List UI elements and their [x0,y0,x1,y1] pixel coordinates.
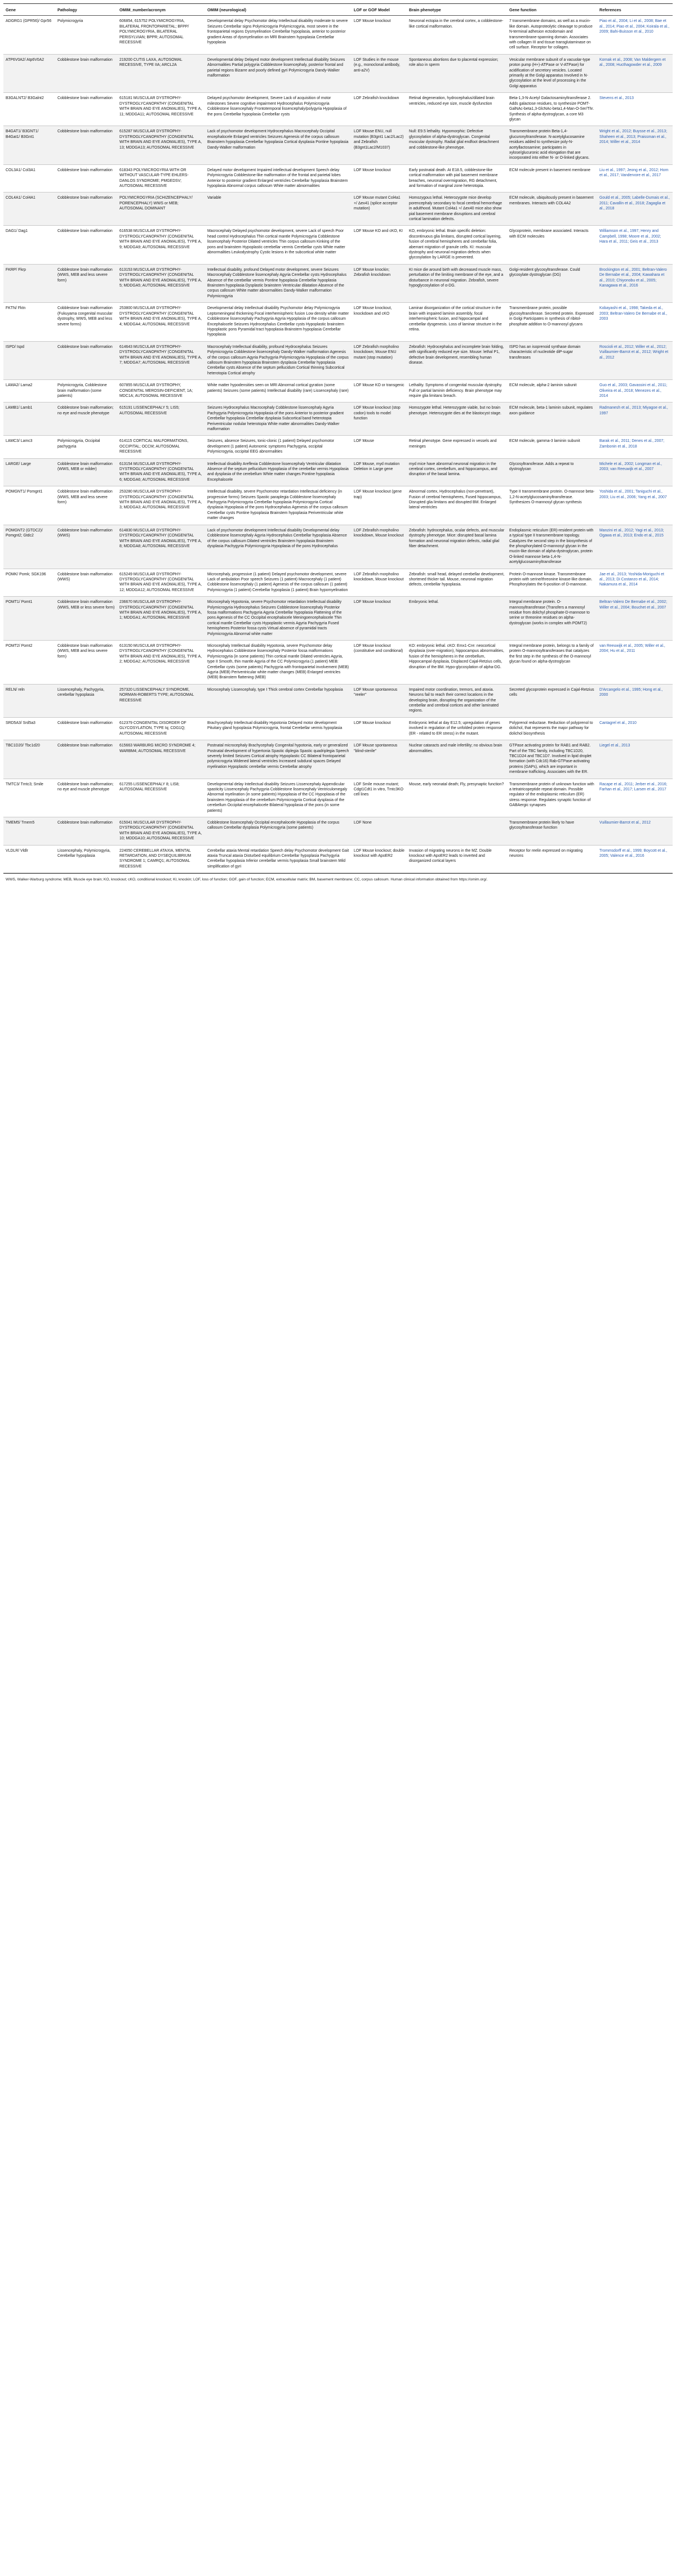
cell-omim: 224050 CEREBELLAR ATAXIA, MENTAL RETARDATION, AND DYSEQUILIBRIUM SYNDROME 1; CAMRQ1; AUTOSOMAL RECESSIVE [117,845,205,873]
cell-omim: 612379 CONGENITAL DISORDER OF GLYCOSYLATION, TYPE Iq; CDG1Q; AUTOSOMAL RECESSIVE [117,717,205,740]
cell-references[interactable]: Kornak et al., 2008; Van Maldergem et al., 2008; Hucthagowder et al., 2009 [597,54,673,92]
cell-pathology: Cobblestone brain malformation (WWS, MEB and less severe form) [55,641,117,685]
cell-gene-function: ECM molecule present in basement membrane [507,164,597,193]
cell-model: LOF Mouse knockout (gene trap) [352,486,407,525]
cell-references[interactable]: Barak et al., 2011; Denes et al., 2007; Zambonin et al., 2018 [597,436,673,458]
cell-gene-function: Vesicular membrane subunit of a vacuolar-type proton pump (H+)-ATPase or V-ATPase) for acidification of secretory vesicles. Located primarily at the Golgi apparatus Involved in N-glycosylation at the level of processing in the Golgi apparatus [507,54,597,92]
cell-brain-phenotype: Embryonic lethal. [407,597,507,641]
cell-gene-function: ECM molecule, alpha-2 laminin subunit [507,380,597,402]
cell-omim: 615663 WARBURG MICRO SYNDROME 4; WARBM4; AUTOSOMAL RECESSIVE [117,740,205,779]
cell-brain-phenotype: KI mice die around birth with decreased muscle mass, perturbation of the limiting membrane of the eye, and a disturbance in neuronal migration. Zebrafish, severe hypoglycosylation of α-DG. [407,264,507,302]
page [0,0,676,886]
cell-omim: 615287 MUSCULAR DYSTROPHY-DYSTROGLYCANOPATHY (CONGENITAL WITH BRAIN AND EYE ANOMALIES), TYPE A, 13; MDDGA13; AUTOSOMAL RECESSIVE [117,126,205,164]
cell-phenotype: Macrocephaly Intellectual disability, profound Hydrocephalus Seizures Polymicrogyria Cobblestone lissencephaly Dandy-Walker malformation Agenesis of the corpus callosum Agyria Pachygyria Polymicrogyria Hypoplasia of the corpus callosum Brainstem hypoplasia Brainstem dysplasia Cerebellar hypoplasia Cerebellar cysts Absence of the septum pellucidum Cortical thinning Subcortical heterotopia Cortical atrophy [205,341,352,379]
cell-model: LOF Mouse spontaneous "blind-sterile" [352,740,407,779]
cell-gene: ATP6V0A2/ Atp6V0A2 [3,54,55,92]
cell-references[interactable]: Yoshida et al., 2001; Taniguchi et al., 2003; Liu et al., 2006; Yang et al., 2007 [597,486,673,525]
cell-gene-function: ISPD has an isoprenoid synthase domain characteristic of nucleotide diP-sugar transferases [507,341,597,379]
cell-pathology: Cobblestone brain malformation [55,341,117,379]
cell-phenotype: Macrocephaly Delayed psychomotor development, severe Lack of speech Poor head control Hydrocephalus Thin cortical mantle Polymicrogyria Cobblestone lissencephaly Posterior Dilated ventricles Thin corpus callosum Kinking of the pons and brainstem Hypoplastic cerebellar vermis Cerebellar cysts White matter abnormalities Leukodystrophy Cystic lesions in the subcortical white matter [205,226,352,264]
cell-omim: 219200 CUTIS LAXA, AUTOSOMAL RECESSIVE, TYPE IIA; ARCL2A [117,54,205,92]
cell-gene: B3GALNT2/ B3Galnt2 [3,93,55,126]
table-row [3,264,673,302]
cell-pathology: Cobblestone brain malformation [55,817,117,845]
cell-model: LOF Zebrafish morpholino knockdown, Mouse knockout [352,525,407,569]
cell-brain-phenotype: Retinal phenotype. Gene expressed in vessels and meninges [407,436,507,458]
cell-gene-function: Integral membrane protein, belongs to a family of protein O-mannosyltransferases that catalyzes the first step in the synthesis of the O-mannosyl glycan found on alpha-dystroglycan [507,641,597,685]
cell-references[interactable]: Racape et al., 2011; Jerber et al., 2016; Farhan et al., 2017; Larsen et al., 2017 [597,779,673,817]
table-row [3,16,673,54]
cell-gene-function: Transmembrane protein likely to have glycosyltransferase function [507,817,597,845]
cell-omim: 614830 MUSCULAR DYSTROPHY-DYSTROGLYCANOPATHY (CONGENITAL WITH BRAIN AND EYE ANOMALIES), TYPE A, 8; MDDGA8; AUTOSOMAL RECESSIVE [117,525,205,569]
cell-omim: 618343 POLYMICROGYRIA WITH OR WITHOUT VASCULAR-TYPE EHLERS-DANLOS SYNDROME; PMGEDSV; AUTOSOMAL RECESSIVE [117,164,205,193]
cell-omim: POLYMICROGYRIA (SCHIZENCEPHALY/ PORENCEPHALY) WWS or MEB; AUTOSOMAL DOMINANT [117,193,205,226]
cell-phenotype: Developmental delay Intellectual disability Seizures Lissencephaly Appendicular spasticity Lissencephaly Pachygyria Cobblestone lissencephaly Ventriculomegaly Abnormal myelination (in some patients) Hypoplasia of the CC Hypoplasia of the brainstem Hypoplasia of the cerebellum Polymicrogyria Cortical dysplasia of the cerebellum Occipital encephalocele Bilateral hypoplasia of the pons (in some patients) [205,779,352,817]
cell-model: LOF Mouse knockout (constitutive and conditional) [352,641,407,685]
cell-references[interactable]: Roscioli et al., 2012; Willer et al., 2012; Vuillaumier-Barrot et al., 2012; Wright et al., 2012 [597,341,673,379]
cell-references[interactable]: Stevens et al., 2013 [597,93,673,126]
table-row [3,641,673,685]
cell-phenotype: Lack of psychomotor development Intellectual disability Developmental delay Cobblestone lissencephaly Agyria Hydrocephalus Cerebellar hypoplasia Absence of the corpus callosum Dilated ventricles Brainstem hypoplasia Brainstem dysplasia Pachygyria Polymicrogyria Hypoplasia of the pons Hydrocephalus [205,525,352,569]
cell-brain-phenotype: KO: embryonic lethal. cKO: Emx1-Cre: neocortical dysplasia (over-migration), hippocampus abnormalities, fusion of the hemispheres in the cerebellum, Hippocampal dysplasia, Displaced Cajal-Retzius cells, disruption of the BM. Hypo-glycosylation of alpha-DG. [407,641,507,685]
cell-pathology: Polymicrogyria, Occipital pachygyria [55,436,117,458]
cell-phenotype: Microcephaly Hypotonia, severe Psychomotor retardation Intellectual disability Polymicrogyria Hydrocephalus Seizures Cobblestone lissencephaly Posterior fossa malformations Pachygyria Agyria Cerebellar hypoplasia Flattening of the pons Agenesis of the CC Occipital encephalocele Meningoencephalocele Thin cortical mantle Cerebellar cysts Hypoplastic vermis Agyria Pachygyria Fused hemispheres Posterior fossa cysts Virtual absence of pyramidal tracts Polymicrogyria Abnormal white matter [205,597,352,641]
cell-gene: RELN/ reln [3,684,55,717]
cell-gene: FKRP/ Fkrp [3,264,55,302]
cell-pathology: Cobblestone brain malformation [55,740,117,779]
cell-omim: 614643 MUSCULAR DYSTROPHY-DYSTROGLYCANOPATHY (CONGENITAL WITH BRAIN AND EYE ANOMALIES), TYPE A, 7; MDDGA7; AUTOSOMAL RECESSIVE [117,341,205,379]
cell-phenotype: Cobblestone lissencephaly Occipital encephalocele Hypoplasia of the corpus callosum Cerebellar dysplasia Polymicrogyria (some patients) [205,817,352,845]
cell-gene: FKTN/ Fktn [3,303,55,341]
cell-gene-function: Type II transmembrane protein. O-mannose beta-1,2-N-acetylglucosaminyltransferase. Synthesizes O-mannosyl glycan synthesis [507,486,597,525]
cell-omim: 613154 MUSCULAR DYSTROPHY-DYSTROGLYCANOPATHY (CONGENITAL WITH BRAIN AND EYE ANOMALIES), TYPE A, 6; MDDGA6; AUTOSOMAL RECESSIVE [117,458,205,486]
cell-references[interactable]: Cantagrel et al., 2010 [597,717,673,740]
cell-gene: ISPD/ Ispd [3,341,55,379]
cell-references[interactable]: Michele et al., 2002; Longman et al., 2003; van Reeuwijk et al., 2007 [597,458,673,486]
table-row [3,303,673,341]
cell-brain-phenotype: Abnormal cortex, Hydrocephalus (non-penetrant), Fusion of cerebral hemispheres, Fused hippocampus, Disrupted glia limitans and disrupted BM. Enlarged lateral ventricles [407,486,507,525]
cell-references[interactable]: Radmanesh et al., 2013; Miyagoe et al., 1997 [597,402,673,436]
cell-omim: 606854, 615752 POLYMICROGYRIA, BILATERAL FRONTOPARIETAL; BFPP/ POLYMICROGYRIA, BILATERAL PERISYLVIAN; BPPR; AUTOSOMAL RECESSIVE [117,16,205,54]
cell-phenotype: Intellectual disability Areflexia Cobblestone lissencephaly Ventricular dilatation Absence of the septum pellucidum Hypoplasia of the cerebellar vermis Hypoplasia and dysplasia of the cerebellum White matter changes Pontine hypoplasia Encephalocele [205,458,352,486]
cell-pathology: Cobblestone brain malformation (WWS, MEB and less severe form) [55,486,117,525]
cell-brain-phenotype: Lethality. Symptoms of congenital muscular dystrophy. Full or partial laminin deficiency. Brain phenotype may require glia limitans breach. [407,380,507,402]
table-footnote: WWS, Walker-Warburg syndrome; MEB, Muscle eye brain; KO, knockout; cKO, conditional knockout; KI, knockin; LOF, loss of function; GOF, gain of function; ECM, extracellular matrix; BM, basement membrane; CC, corpus callosum. Human clinical information obtained from https://omim.org/. [3,873,673,886]
cell-gene-function: Endoplasmic reticulum (ER)-resident protein with a typical type II transmembrane topology. Catalyzes the second step in the biosynthesis of the phosphorylated O-mannosyl glycan in the mucin-like domain of alpha-dystroglycan, protein O-linked mannose beta-1,4-N-acetylglucosaminyltransferase [507,525,597,569]
cell-brain-phenotype: myd mice have abnormal neuronal migration in the cerebral cortex, cerebellum, and hippocampus, and disruption of the basal lamina. [407,458,507,486]
cell-brain-phenotype: Zebrafish: small head, delayed cerebellar development, shortened thicker tail. Mouse, neuronal migration defects, cerebellar hypoplasia. [407,569,507,597]
cell-references[interactable]: Gould et al., 2005; Labelle-Dumais et al., 2011; Cavallin et al., 2018; Zagaglia et al., 2018 [597,193,673,226]
table-row [3,54,673,92]
cell-gene: TBC1D20/ Tbc1d20 [3,740,55,779]
table-row [3,164,673,193]
cell-gene-function: Polyprenol reductase. Reduction of polyprenol to dolichol, that represents the major pathway for dolichol biosynthesis [507,717,597,740]
cell-references[interactable]: Beltran-Valero De Bernabe et al., 2002; Willer et al., 2004; Bouchet et al., 2007 [597,597,673,641]
cell-phenotype: Intellectual disability, severe Psychomotor retardation Intellectual deficiency (in progressive forms) Seizures Spastic paraplegia Cobblestone lissencephaly Pachygyria Polymicrogyria Cerebellar hypoplasia Polymicrogyria Cortical dysplasia Hypoplasia of the pons Hydrocephalus Agenesis of the corpus callosum Cerebellar cysts Pontine hypoplasia Brainstem hypoplasia Periventricular white matter changes [205,486,352,525]
cell-model: LOF Mouse, myd mutation Deletion in Large gene [352,458,407,486]
header-refs: References [597,4,673,16]
cell-pathology: Cobblestone brain malformation [55,226,117,264]
cell-gene: LAMB1/ Lamb1 [3,402,55,436]
cell-gene: TMEM5/ Tmem5 [3,817,55,845]
cell-gene-function: Beta-1,3-N-Acetyl Galactosaminyltransferase 2. Adds galactose residues, to synthesize POMT-GalNAc-beta1,3-GlcNAc-beta1,4-Man-O-Ser/Thr. Synthesis of alpha-dystroglycan, a core M3 glycan [507,93,597,126]
cell-brain-phenotype: KO, embryonic lethal. Brain specific deletion: discontinuous glia limitans, disrupted cortical layering, fusion of cerebral hemispheres and cerebellar folia, aberrant migration of granule cells. KI: muscular dystrophy and neuronal migration defects when glycosylation by LARGE is prevented. [407,226,507,264]
cell-model: LOF Zebrafish morpholino knockdown, Mouse knockout [352,569,407,597]
cell-brain-phenotype: Homozygous lethal. Heterozygote mice develop porencephaly secondary to focal cerebral hemorrhage in adulthood. Mutant Col4a1 +/ Δex40 mice also show pial basement membrane disruptions and cerebral cortical lamination defects. [407,193,507,226]
cell-pathology: Cobblestone brain malformation; no eye and muscle phenotype [55,779,117,817]
cell-references[interactable]: Trommsdorff et al., 1999; Boycott et al., 2005; Valence et al., 2016 [597,845,673,873]
cell-phenotype: Delayed motor development Impaired intellectual development Speech delay Polymicrogyria Cobblestone-like malformation of the frontal and parietal lobes Anterior to posterior gradient Enlarged ventricles Cerebellar hypoplasia Brainstem hypoplasia Abnormal corpus callosum White matter abnormalities [205,164,352,193]
cell-gene: POMK/ Pomk; SGK196 [3,569,55,597]
cell-model: LOF Zebrafish morpholino knockdown; Mouse ENU mutant (stop mutation) [352,341,407,379]
cell-pathology: Polymicrogyria [55,16,117,54]
table-header [3,4,673,16]
cell-phenotype: Developmental delay Psychomotor delay Intellectual disability moderate to severe Seizures Cerebellar signs Polymicrogyria Polymicrogyria, most severe in the frontoparietal regions Dysmyelination Cerebellar hypoplasia, anterior to posterior gradient Areas of dysmyelination on MRI Brainstem hypoplasia Cerebellar hypoplasia [205,16,352,54]
table-row [3,458,673,486]
cell-phenotype: Microcephaly Intellectual disability Hypotonia, severe Psychomotor delay Hydrocephalus Cobblestone lissencephaly Posterior fossa malformations Polymicrogyria (in some patients) Thin cortical mantle Dilated ventricles Agyria, type II Smooth, thin mantle Agyria of the CC Polymicrogyria (1 patient) MEB: Cerebellar cysts (some patients) Pachygyria with frontoparietal involvement (MEB) Agyria (MEB) Periventricular white matter changes (MEB) Enlarged ventricles (MEB) Brainstem flattening (MEB) [205,641,352,685]
table-row [3,817,673,845]
cell-phenotype: Postnatal microcephaly Brachycephaly Congenital hypotonia, early or generalized Postnatal development of hypertonia Spastic diplegia Spastic quadriplegia Speech severely limited Seizures Cortical atrophy Hypoplastic CC Bilateral frontoparietal polymicrogyria Widened lateral ventricles Increased subdural spaces Delayed myelination Hypoplastic cerebellar vermis Cerebellar atrophy [205,740,352,779]
cell-phenotype: Intellectual disability, profound Delayed motor development, severe Seizures Macrocephaly Cobblestone lissencephaly Agyria Cerebellar cysts Hydrocephalus Absence of the cerebellar vermis Pontine hypoplasia Cerebellar hypoplasia Brainstem hypoplasia Dysplastic brainstem Ventricular dilatation Absence of the corpus callosum White matter abnormalities Dandy-Walker malformation Polymicrogyria [205,264,352,302]
cell-gene-function: Integral membrane protein. O-mannosyltransferase (Transfers a mannosyl residue from dolichyl phosphate-D-mannose to serine or threonine residues on alpha-dystroglycan (works in complex with POMT2) [507,597,597,641]
cell-phenotype: Delayed psychomotor development, Severe Lack of acquisition of motor milestones Severe cognitive impairment Hydrocephalus Polymicrogyria Cobblestone lissencephaly Frontotemporal lissencephaly/polygyria Hypoplasia of the pons Cerebellar hypoplasia Cerebellar cysts [205,93,352,126]
cell-omim: 253280 MUSCULAR DYSTROPHY-DYSTROGLYCANOPATHY (CONGENITAL WITH BRAIN AND EYE ANOMALIES), TYPE A, 3; MDDGA3; AUTOSOMAL RECESSIVE [117,486,205,525]
cell-model: LOF Zebrafish knockdown [352,93,407,126]
cell-pathology: Cobblestone brain malformation [55,126,117,164]
header-omim: OMIM_number/acronym [117,4,205,16]
cell-brain-phenotype: Zebrafish: hydrocephalus, ocular defects, and muscular dystrophy phenotype. Mice: disrupted basal lamina formation and neuronal migration defects, radial glial fiber detachment. [407,525,507,569]
cell-phenotype: Developmental delay Delayed motor development Intellectual disability Seizures Abnormalities Partial polygyria Cobblestone lissencephaly, posterior frontal and parietal regions Bizarre and poorly defined gyri Polymicrogyria Dandy-Walker malformation [205,54,352,92]
cell-brain-phenotype: Nuclear cataracts and male infertility; no obvious brain abnormalities. [407,740,507,779]
cell-references[interactable]: Manzini et al., 2012; Yagi et al., 2013; Ogawa et al., 2013; Endo et al., 2015 [597,525,673,569]
header-model: LOF or GOF Model [352,4,407,16]
table-row [3,740,673,779]
cell-model: LOF None [352,817,407,845]
cell-omim: 607855 MUSCULAR DYSTROPHY, CONGENITAL MEROSIN-DEFICIENT, 1A; MDC1A; AUTOSOMAL RECESSIVE [117,380,205,402]
cell-phenotype: Seizures, absence Seizures, tonic-clonic (1 patient) Delayed psychomotor development (1 patient) Autonomic symptoms Pachygyria, occipital Polymicrogyria, occipital EEG abnormalities [205,436,352,458]
table-row [3,597,673,641]
cell-phenotype: Seizures Hydrocephalus Macrocephaly Cobblestone lissencephaly Agyria Pachygyria Polymicrogyria Hypoplasia of the pons Anterior to posterior gradient Cerebellar hypoplasia Cerebellar dysplasia Subcortical band heterotopia Periventricular nodular heterotopia White matter abnormalities Dandy-Walker malformation [205,402,352,436]
cell-gene-function: Transmembrane protein of unknown function with a tetratricopeptide repeat domain. Possible regulator of the endoplasmic reticulum (ER) stress response. Regulates synaptic function of GABAergic synapses [507,779,597,817]
cell-references[interactable]: Liu et al., 1997; Jeong et al., 2012; Horn et al., 2017; Vandervore et al., 2017 [597,164,673,193]
cell-references[interactable]: Piao et al., 2004; Li et al., 2008; Bae et al., 2014; Piao et al., 2004; Koirala et al., 2009; Bahi-Buisson et al., 2010 [597,16,673,54]
header-phenotype: OMIM (neurological) [205,4,352,16]
cell-references[interactable]: Jae et al., 2013; Yoshida-Moriguchi et al., 2013; Di Costanzo et al., 2014; Nakamura et al., 2014 [597,569,673,597]
cell-pathology: Polymicrogyria, Cobblestone brain malformation (some patients) [55,380,117,402]
cell-gene: POMGNT2 (GTDC2)/ Pomgnt2; Gtdc2 [3,525,55,569]
cell-references[interactable]: Guo et al., 2003; Gavassini et al., 2011; Oliveira et al., 2018; Menezes et al., 2014 [597,380,673,402]
cell-gene-function: GTPase activating protein for RAB1 and RAB2. Part of the TBC family, including TBC1D20, TBC1D24 and TBC1D7. Involved in lipid droplet formation (with Cdc16) Rab-GTPase-activating proteins (GAPs), which are important in membrane trafficking. Associates with the ER. [507,740,597,779]
cell-phenotype: Variable [205,193,352,226]
cell-model: LOF Mouse KO or transgenic [352,380,407,402]
table-row [3,380,673,402]
cell-gene-function: Golgi-resident glycosyltransferase. Could glycosylate dystroglycan (DG) [507,264,597,302]
cell-references[interactable]: van Reeuwijk et al., 2005; Willer et al., 2004; Hu et al., 2011 [597,641,673,685]
cell-phenotype: Lack of psychomotor development Hydrocephalus Macrocephaly Occipital encephalocele Enlarged ventricles Seizures Agenesis of the corpus callosum Brainstem hypoplasia Cerebellar hypoplasia Cortical dysplasia Pontine hypoplasia Dandy-Walker malformation [205,126,352,164]
header-brain: Brain phenotype [407,4,507,16]
cell-pathology: Lissencephaly, Polymicrogyria, Cerebellar hypoplasia [55,845,117,873]
cell-brain-phenotype: Early postnatal death. At E18.5, cobblestone-like cortical malformation with pial basement membrane breaches, neuronal overmigration, RG detachment, and formation of marginal zone heterotopia. [407,164,507,193]
cell-gene: DAG1/ Dag1 [3,226,55,264]
cell-gene-function: ECM molecule, ubiquitously present in basement membranes. Interacts with COL4A2 [507,193,597,226]
cell-omim: 613153 MUSCULAR DYSTROPHY-DYSTROGLYCANOPATHY (CONGENITAL WITH BRAIN AND EYE ANOMALIES), TYPE A, 5; MDDGA5; AUTOSOMAL RECESSIVE [117,264,205,302]
table-row [3,684,673,717]
cell-brain-phenotype: Embryonic lethal at day E12.5; upregulation of genes involved in regulation of the unfolded protein response (ER - related to ER stress) in the mutant. [407,717,507,740]
table-row [3,226,673,264]
cell-pathology: Cobblestone brain malformation [55,717,117,740]
cell-model: LOF Mouse knockout (stop codon) tools to model function [352,402,407,436]
cell-references[interactable]: Vuillaumier-Barrot et al., 2012 [597,817,673,845]
cell-omim: 615181 MUSCULAR DYSTROPHY-DYSTROGLYCANOPATHY (CONGENITAL WITH BRAIN AND EYE ANOMALIES), TYPE A, 11; MDDGA11; AUTOSOMAL RECESSIVE [117,93,205,126]
cell-brain-phenotype: Invasion of migrating neurons in the MZ. Double knockout with ApoER2 leads to inverted and disorganized cortical layers [407,845,507,873]
cell-omim: 615249 MUSCULAR DYSTROPHY-DYSTROGLYCANOPATHY (CONGENITAL WITH BRAIN AND EYE ANOMALIES), TYPE A, 12; MDDGA12; AUTOSOMAL RECESSIVE [117,569,205,597]
cell-references[interactable]: Williamson et al., 1997; Henry and Campbell, 1998; Moore et al., 2002; Hara et al., 2011; Geis et al., 2013 [597,226,673,264]
cell-omim: 614115 CORTICAL MALFORMATIONS, OCCIPITAL; OCCM; AUTOSOMAL RECESSIVE [117,436,205,458]
cell-model: LOF Mouse knockout, knockdown and cKO [352,303,407,341]
cell-gene: TMTC3/ Tmtc3; Smile [3,779,55,817]
cell-model: LOF Studies in the mouse (e.g., monoclonal antibody, anti-a2V) [352,54,407,92]
cell-gene: LAMA2/ Lama2 [3,380,55,402]
cell-model: LOF Mouse [352,436,407,458]
cell-references[interactable]: Liegel et al., 2013 [597,740,673,779]
cell-brain-phenotype: Neuronal ectopia in the cerebral cortex, a cobblestone-like cortical malformation. [407,16,507,54]
table-row [3,341,673,379]
table-row [3,486,673,525]
cell-phenotype: Cerebellar ataxia Mental retardation Speech delay Psychomotor development Gait ataxia Truncal ataxia Disturbed equilibrium Cerebellar hypoplasia Pachygyria Cerebellar hypoplasia Inferior cerebellar vermis hypoplasia Small brainstem Mild simplification of gyri [205,845,352,873]
cell-omim: 613150 MUSCULAR DYSTROPHY-DYSTROGLYCANOPATHY (CONGENITAL WITH BRAIN AND EYE ANOMALIES), TYPE A, 2; MDDGA2; AUTOSOMAL RECESSIVE [117,641,205,685]
table-row [3,779,673,817]
cell-gene: LARGE/ Large [3,458,55,486]
cell-model: LOF Mouse KO and cKO, KI [352,226,407,264]
cell-model: LOF Mouse ENU, null mutation (B3gnt1 Lac2/Lac2) and Zebrafish (B3gnt1Lac2/M1037) [352,126,407,164]
cell-brain-phenotype: Zebrafish: Hydrocephalus and incomplete brain folding, with significantly reduced eye size. Mouse: lethal P1, defective brain development, resembling human disease. [407,341,507,379]
cell-brain-phenotype: Laminar disorganization of the cortical structure in the brain with impaired laminin assembly, focal interhemispheric fusion, and hippocampal and cerebellar dysgenesis. Loss of laminar structure in the retina. [407,303,507,341]
cell-pathology: Cobblestone brain malformation; no eye and muscle phenotype [55,402,117,436]
cell-gene: POMT1/ Pomt1 [3,597,55,641]
cell-gene: VLDLR/ Vldlr [3,845,55,873]
cell-pathology: Cobblestone brain malformation (WWS) [55,525,117,569]
cell-model: LOF Smile mouse mutant; Cdgt1Cdt1 in vitro, Tmtc3KO cell lines [352,779,407,817]
cell-phenotype: Developmental delay Intellectual disability Psychomotor delay Polymicrogyria Leptomeningeal thickening Focal interhemispheric fusion Low density white matter Cobblestone lissencephaly Pachygyria Agyria Hypoplasia of the corpus callosum Encephalocele Seizures Hydrocephalus Cerebellar cysts Hypoplastic brainstem Hypoplastic pons Pyramidal tract hypoplasia Brainstem hypoplasia Cerebellar hypoplasia [205,303,352,341]
cell-references[interactable]: Wright et al., 2012; Buysse et al., 2013; Shaheen et al., 2013; Praissman et al., 2014; Willer et al., 2014 [597,126,673,164]
cell-omim: 617255 LISSENCEPHALY 8; LIS8; AUTOSOMAL RECESSIVE [117,779,205,817]
cell-gene: B4GAT1/ B3GNT1/ B4Gat1/ B3Gnt1 [3,126,55,164]
gene-table [3,3,673,873]
cell-model: LOF Mouse knockout [352,597,407,641]
table-row [3,402,673,436]
cell-brain-phenotype [407,817,507,845]
cell-phenotype: Brachycephaly Intellectual disability Hypotonia Delayed motor development Pituitary gland hypoplasia Polymicrogyria, frontal Cerebellar vermis hypoplasia [205,717,352,740]
cell-pathology: Lissencephaly, Pachygyria, cerebellar hypoplasia [55,684,117,717]
cell-omim: 615041 MUSCULAR DYSTROPHY-DYSTROGLYCANOPATHY (CONGENITAL WITH BRAIN AND EYE ANOMALIES), TYPE A, 10; MDDGA10; AUTOSOMAL RECESSIVE [117,817,205,845]
cell-pathology: Cobblestone brain malformation [55,164,117,193]
cell-gene-function: Protein O-mannose kinase. Transmembrane protein with serine/threonine kinase-like domain. Phosphorylates the 6-position of O-mannose. [507,569,597,597]
cell-gene: POMGNT1/ Pomgnt1 [3,486,55,525]
cell-pathology: Cobblestone brain malformation (Fukuyama congenital muscular dystrophy, WWS, MEB and less severe forms) [55,303,117,341]
table-row [3,845,673,873]
cell-gene: COL3A1/ Col3A1 [3,164,55,193]
cell-gene-function: Transmembrane protein, possible glycosyltransferase. Secreted protein. Expressed in Golgi Participates in synthesis of ribitol-phosphate addition to O-mannosyl glycans [507,303,597,341]
cell-gene-function: ECM molecule, gamma-3 laminin subunit [507,436,597,458]
header-gene: Gene [3,4,55,16]
cell-phenotype: Microcephaly Lissencephaly, type I Thick cerebral cortex Cerebellar hypoplasia [205,684,352,717]
table-body [3,16,673,873]
cell-gene: COL4A1/ Col4A1 [3,193,55,226]
cell-references[interactable]: Brockington et al., 2001; Beltran-Valero De Bernabe et al., 2004; Kawahara et al., 2010; Chiyonobu et al., 2005; Kanagawa et al., 2016 [597,264,673,302]
cell-gene: SRD5A3/ Srd5a3 [3,717,55,740]
cell-model: LOF Mouse spontaneous "reeler" [352,684,407,717]
cell-brain-phenotype: Mouse, early neonatal death; Fly, presynaptic function? [407,779,507,817]
cell-model: LOF Mouse knockout [352,16,407,54]
cell-brain-phenotype: Null: E9.5 lethality. Hypomorphic: Defective glycosylation of alpha-dystroglycan. Congenital muscular dystrophy. Radial glial endfoot detachment and cobblestone-like phenotype. [407,126,507,164]
cell-brain-phenotype: Homozygote lethal. Heterozygote viable, but no brain phenotype. Heterozygote dies at the blastocyst stage. [407,402,507,436]
cell-omim: 257320 LISSENCEPHALY SYNDROME, NORMAN-ROBERTS TYPE; AUTOSOMAL RECESSIVE [117,684,205,717]
cell-gene-function: Secreted glycoprotein expressed in Cajal-Retzius cells [507,684,597,717]
cell-pathology: Cobblestone brain malformation [55,54,117,92]
cell-omim: 253800 MUSCULAR DYSTROPHY-DYSTROGLYCANOPATHY (CONGENITAL WITH BRAIN AND EYE ANOMALIES), TYPE A, 4; MDDGA4; AUTOSOMAL RECESSIVE [117,303,205,341]
header-pathology: Pathology [55,4,117,16]
table-row [3,525,673,569]
cell-model: LOF Mouse knockout [352,717,407,740]
table-row [3,436,673,458]
table-row [3,193,673,226]
cell-gene: ADGRG1 (GPR56)/ Gpr56 [3,16,55,54]
cell-gene-function: Glycosyltransferase. Adds a repeat to dystroglycan [507,458,597,486]
cell-model: LOF Mouse knockout; double knockout with ApoER2 [352,845,407,873]
cell-omim: 616538 MUSCULAR DYSTROPHY-DYSTROGLYCANOPATHY (CONGENITAL WITH BRAIN AND EYE ANOMALIES), TYPE A, 9; MDDGA9; AUTOSOMAL RECESSIVE [117,226,205,264]
header-function: Gene function [507,4,597,16]
cell-omim: 615191 LISSENCEPHALY 5; LIS5; AUTOSOMAL RECESSIVE [117,402,205,436]
cell-brain-phenotype: Retinal degeneration, hydrocephalus/dilated brain ventricles, reduced eye size, muscle dysfunction [407,93,507,126]
cell-pathology: Cobblestone brain malformation (WWS, MEB or less severe form) [55,597,117,641]
table-row [3,717,673,740]
cell-pathology: Cobblestone brain malformation (WWS, MEB and less severe form) [55,264,117,302]
cell-pathology: Cobblestone brain malformation (WWS, MEB or milder) [55,458,117,486]
cell-brain-phenotype: Impaired motor coordination, tremors, and ataxia. Neurons fail to reach their correct locations in the developing brain, disrupting the organization of the cerebellar and cerebral cortices and other laminated regions. [407,684,507,717]
cell-pathology: Cobblestone brain malformation [55,193,117,226]
table-row [3,126,673,164]
cell-gene-function: Glycoprotein, membrane associated. Interacts with ECM molecules [507,226,597,264]
cell-phenotype: Microcephaly, progressive (1 patient) Delayed psychomotor development, severe Lack of ambulation Poor speech Seizures (1 patient) Macrocephaly (1 patient) Cobblestone lissencephaly (1 patient) Agenesis of the corpus callosum (1 patient) Polymicrogyria (1 patient) Cerebellar hypoplasia (1 patient) Brain hypomyelination [205,569,352,597]
table-row [3,569,673,597]
cell-gene-function: 7 transmembrane domains, as well as a mucin-like domain. Autoproteolytic cleavage to produce N-terminal adhesion ectodomain and transmembrane-spanning domain. Associates with collagen III and tissue transglutaminase on cell surface. Receptor for collagen. [507,16,597,54]
cell-phenotype: White matter hypodensities seen on MRI Abnormal cortical gyration (some patients) Seizures (some patients) Intellectual disability (rare) Lissencephaly (rare) [205,380,352,402]
cell-model: LOF Mouse mutant Col4a1 +/ Δex41 (splice acceptor mutation) [352,193,407,226]
cell-references[interactable]: D'Arcangelo et al., 1995; Hong et al., 2000 [597,684,673,717]
cell-brain-phenotype: Spontaneous abortions due to placental expression; role also in sperm [407,54,507,92]
cell-model: LOF Mouse knockout [352,164,407,193]
cell-pathology: Cobblestone brain malformation (WWS) [55,569,117,597]
table-row [3,93,673,126]
cell-gene-function: Receptor for reelin expressed on migrating neurons [507,845,597,873]
cell-gene: POMT2/ Pomt2 [3,641,55,685]
cell-pathology: Cobblestone brain malformation [55,93,117,126]
cell-gene: LAMC3/ Lamc3 [3,436,55,458]
cell-gene-function: ECM molecule, beta-1 laminin subunit, regulates axon guidance [507,402,597,436]
cell-gene-function: Transmembrane protein Beta-1,4-glucuronyltransferase. N-acetylglucosamine residues added to synthesize poly-N-acetyllactosamine; participates in xylose/glucuronic acid elongation that are incorporated into either N- or O-linked glycans. [507,126,597,164]
cell-omim: 236670 MUSCULAR DYSTROPHY-DYSTROGLYCANOPATHY (CONGENITAL WITH BRAIN AND EYE ANOMALIES), TYPE A, 1; MDDGA1; AUTOSOMAL RECESSIVE [117,597,205,641]
cell-model: LOF Mouse knockin; Zebrafish knockdown [352,264,407,302]
cell-references[interactable]: Kobayashi et al., 1998; Takeda et al., 2003; Beltran-Valero De Bernabe et al., 2003 [597,303,673,341]
